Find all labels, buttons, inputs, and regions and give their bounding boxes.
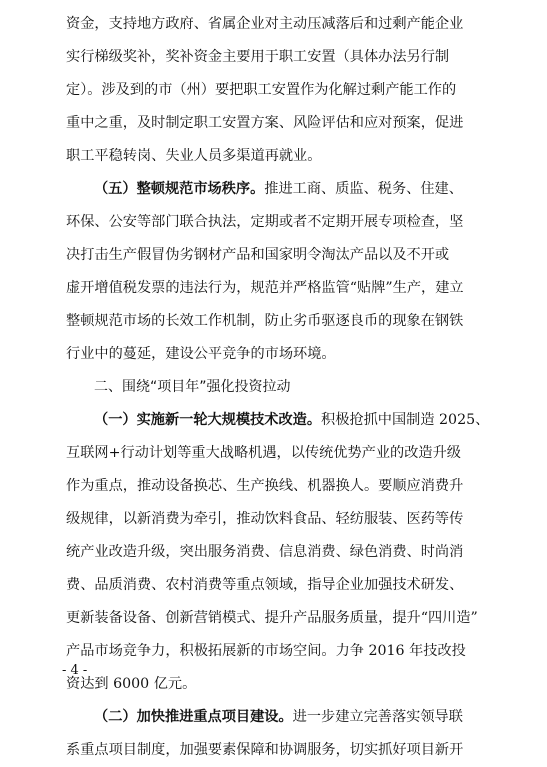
text-line: 更新装备设备、创新营销模式、提升产品服务质量，提升“四川造”: [66, 610, 478, 626]
text-line: 职工平稳转岗、失业人员多渠道再就业。: [66, 148, 322, 164]
text-line: 互联网+行动计划等重大战略机遇，以传统优势产业的改造升级: [66, 445, 461, 461]
section-heading: 二、围绕“项目年”强化投资拉动: [94, 379, 291, 395]
text-line: 费、品质消费、农村消费等重点领域，指导企业加强技术研发、: [66, 577, 464, 593]
text-line: 统产业改造升级，突出服务消费、信息消费、绿色消费、时尚消: [66, 544, 464, 560]
text-line: 作为重点，推动设备换芯、生产换线、机器换人。要顺应消费升: [66, 478, 464, 494]
text-line: 产品市场竞争力，积极拓展新的市场空间。力争 2016 年技改投: [66, 643, 466, 659]
section-lead: （五）整顿规范市场秩序。: [94, 181, 265, 197]
paragraph-start: [66, 173, 496, 206]
text-line: 资金，支持地方政府、省属企业对主动压减落后和过剩产能企业: [66, 16, 464, 32]
text-run: 推进工商、质监、税务、住建、: [264, 181, 463, 197]
paragraph-start: [66, 701, 496, 734]
text-line: 整顿规范市场的长效工作机制，防止劣币驱逐良币的现象在钢铁: [66, 313, 464, 329]
text-line: 决打击生产假冒伪劣钢材产品和国家明令淘汰产品以及不开或: [66, 247, 450, 263]
page-number: - 4 -: [62, 663, 88, 678]
text-line: 级规律，以新消费为牵引，推动饮料食品、轻纺服装、医药等传: [66, 511, 464, 527]
text-line: 定）。涉及到的市（州）要把职工安置作为化解过剩产能工作的: [66, 82, 457, 98]
document-body: [66, 0, 496, 767]
text-line: 虚开增值税发票的违法行为，规范并严格监管“贴牌”生产，建立: [66, 280, 464, 296]
section-lead: （二）加快推进重点项目建设。: [94, 709, 293, 725]
text-line: 重中之重，及时制定职工安置方案、风险评估和应对预案，促进: [66, 115, 464, 131]
text-line: 环保、公安等部门联合执法，定期或者不定期开展专项检查，坚: [66, 214, 464, 230]
text-line: 资达到 6000 亿元。: [66, 676, 197, 692]
section-lead: （一）实施新一轮大规模技术改造。: [94, 412, 322, 428]
text-run: 积极抢抓中国制造 2025、: [321, 412, 490, 428]
text-line: 实行梯级奖补，奖补资金主要用于职工安置（具体办法另行制: [66, 49, 450, 65]
paragraph-start: [66, 404, 496, 437]
text-line: 系重点项目制度，加强要素保障和协调服务，切实抓好项目新开: [66, 742, 464, 758]
text-line: 行业中的蔓延，建设公平竞争的市场环境。: [66, 346, 336, 362]
text-run: 进一步建立完善落实领导联: [292, 709, 463, 725]
